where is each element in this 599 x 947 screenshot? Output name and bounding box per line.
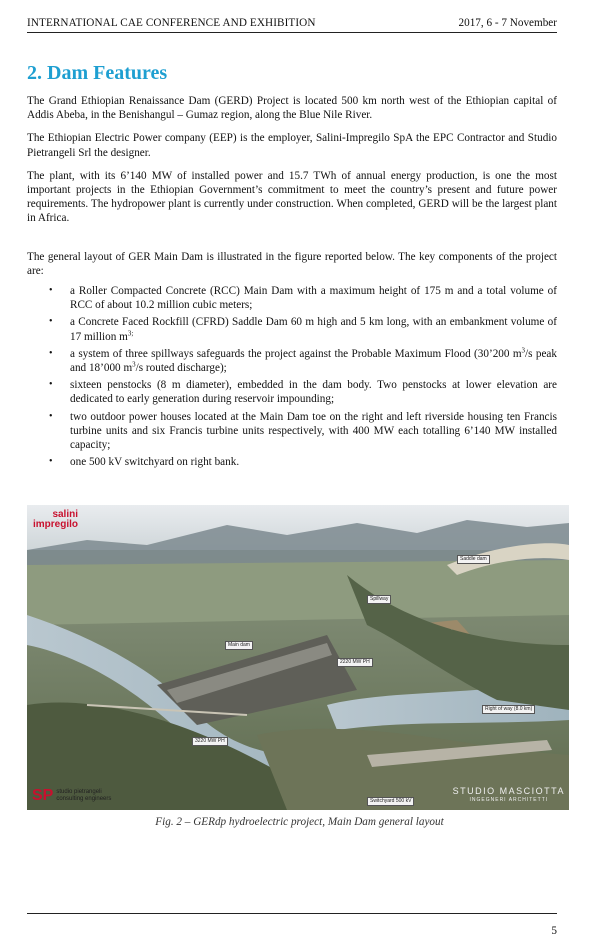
superscript: 3; [127,328,134,337]
page-header [27,14,557,33]
paragraph-plant: The plant, with its 6’140 MW of installed power and 15.7 TWh of annual energy production, is one the most important projects in the Ethiopian Government’s commitment to meet the country’s present and future power requirements. The hydropower plant is currently under construction. When completed, GERD will be the largest plant in Africa. [27,169,557,225]
paragraph-location: The Grand Ethiopian Renaissance Dam (GERD) Project is located 500 km north west of the Ethiopian capital of Addis Abeba, in the Benishangul – Gumaz region, along the Blue Nile River. [27,95,557,122]
list-item [27,378,557,406]
bullet: • [49,316,53,328]
logo-text: salini [52,509,79,520]
list-item-text: sixteen penstocks (8 m diameter), embedded in the dam body. Two penstocks at lower elevation are dedicated to early generation during reservoir impounding; [70,379,557,406]
bullet: • [49,410,53,422]
logo-text: consulting engineers [56,796,112,802]
studio-masciotta-logo [453,787,565,805]
document-body [27,94,557,472]
label-switchyard: Switchyard 500 kV [367,797,414,806]
paragraph-parties: The Ethiopian Electric Power company (EEP) is the employer, Salini-Impregilo SpA the EPC Contractor and Studio Pietrangeli Srl the designer. [27,132,557,159]
section-title: 2. Dam Features [27,62,168,84]
list-item [27,347,557,375]
superscript: 3 [521,346,526,355]
dam-aerial-render [27,505,569,810]
label-right-of-way: Right of way (8.0 km) [482,705,535,714]
list-item [27,315,557,343]
components-list [27,284,557,469]
list-item [27,410,557,453]
bullet: • [49,456,53,468]
page-number: 5 [551,925,557,937]
logo-text: impregilo [33,519,79,530]
label-main-dam: Main dam [225,641,253,650]
list-item [27,284,557,312]
list-item-text: a Concrete Faced Rockfill (CFRD) Saddle Dam 60 m high and 5 km long, with an embankment volume of 17 million m [70,316,557,343]
list-item-text: one 500 kV switchyard on right bank. [70,456,240,469]
label-power-house-left: 3220 MW PH [192,737,228,746]
logo-text: studio pietrangeli [56,789,102,795]
salini-impregilo-logo [33,510,78,530]
dam-landscape-illustration [27,505,569,810]
paragraph-layout-intro: The general layout of GER Main Dam is illustrated in the figure reported below. The key components of the project are: [27,250,557,277]
logo-mark: SP [32,787,54,804]
list-item-text: /s peak and 18’000 m [70,347,557,375]
footer-divider [27,913,557,914]
superscript: 3 [132,360,136,369]
list-item-text: /s routed discharge); [135,362,227,375]
bullet: • [49,379,53,391]
label-spillway: Spillway [367,595,391,604]
logo-subtext: INGEGNERI ARCHITETTI [469,797,549,803]
list-item-text: a Roller Compacted Concrete (RCC) Main Dam with a maximum height of 175 m and a total volume of RCC of about 10.2 million cubic meters; [70,285,557,312]
list-item [27,455,557,469]
label-power-house-right: 2220 MW PH [337,658,373,667]
conference-name: INTERNATIONAL CAE CONFERENCE AND EXHIBITION [27,17,316,29]
list-item-text: a system of three spillways safeguards the project against the Probable Maximum Flood (30’200 m [70,347,522,360]
figure-caption: Fig. 2 – GERdp hydroelectric project, Main Dam general layout [155,816,444,828]
logo-text: STUDIO MASCIOTTA [452,786,565,796]
bullet: • [49,285,53,297]
bullet: • [49,347,53,359]
label-saddle-dam: Saddle dam [457,555,490,564]
conference-date: 2017, 6 - 7 November [458,17,557,29]
list-item-text: two outdoor power houses located at the Main Dam toe on the right and left riverside housing ten Francis turbine units and six Francis turbine units respectively, with 400 MW each totalling 6’140 MW installed capacity; [70,410,557,452]
studio-pietrangeli-logo [32,787,111,805]
